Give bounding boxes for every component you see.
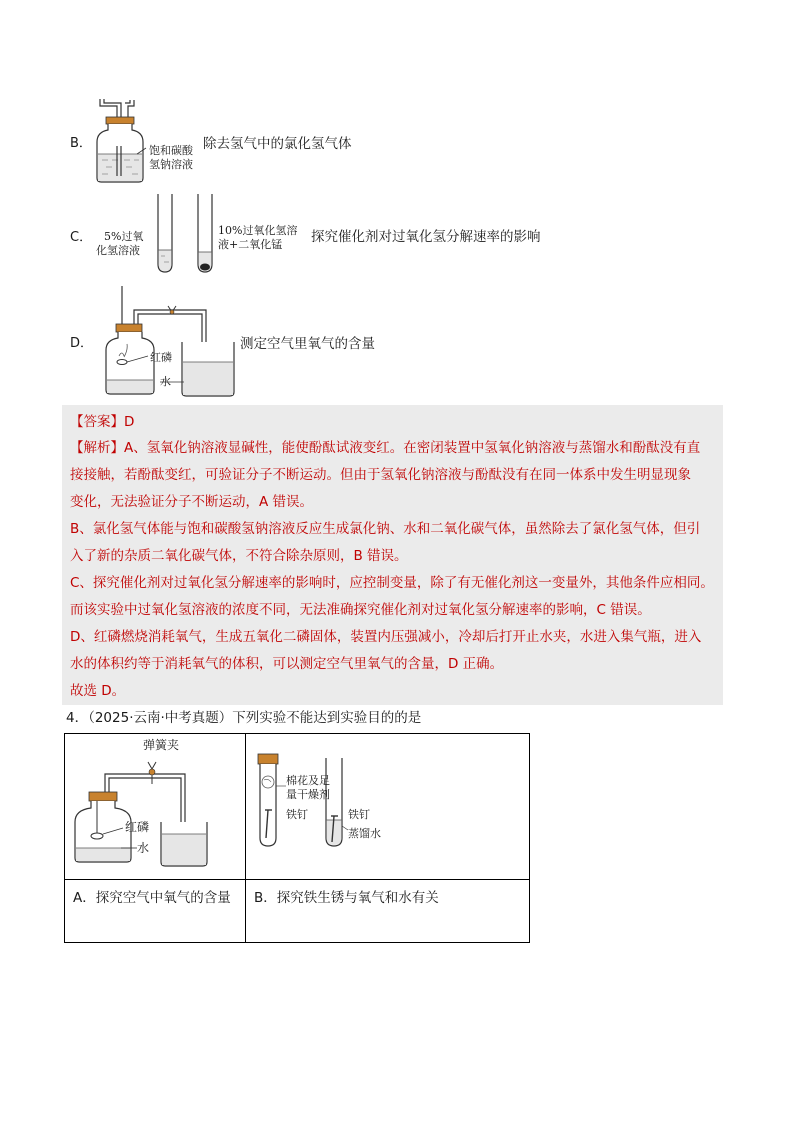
analysis-tag: 【解析】 xyxy=(70,440,124,456)
option-d-letter: D． xyxy=(70,336,94,351)
tube1-line-1: 5%过氧 xyxy=(104,230,144,243)
analysis-line-4: 入了新的杂质二氧化碳气体，不符合除杂原则，B 错误。 xyxy=(70,548,408,564)
cotton-line-2: 量干燥剂 xyxy=(286,788,330,801)
cell-a-diagram xyxy=(65,734,246,880)
answer-line xyxy=(70,410,134,430)
cotton-line-1: 棉花及足 xyxy=(286,774,330,787)
option-b-reagent-label xyxy=(149,144,193,172)
option-c-tube1-label xyxy=(96,230,143,258)
reagent-line-1: 饱和碳酸 xyxy=(149,144,193,157)
cell-b-nail2-label: 铁钉 xyxy=(348,808,370,821)
iron-rust-tubes-diagram xyxy=(246,734,529,879)
cell-b-cotton-label xyxy=(286,774,330,802)
cell-b-caption: B．探究铁生锈与氧气和水有关 xyxy=(246,880,530,943)
analysis-line-9: 故选 D。 xyxy=(70,683,126,699)
cell-b-diagram xyxy=(246,734,530,880)
cell-a-water-label: 水 xyxy=(137,841,150,855)
test-tubes-diagram xyxy=(150,190,220,275)
cell-a-clip-label: 弹簧夹 xyxy=(143,738,180,752)
cell-b-nail1-label: 铁钉 xyxy=(286,808,308,821)
option-c-letter: C． xyxy=(70,230,93,245)
option-d-water-label: 水 xyxy=(160,375,171,388)
option-d-description: 测定空气里氧气的含量 xyxy=(240,336,375,352)
answer-value: D xyxy=(124,414,135,430)
gas-washing-bottle-diagram xyxy=(92,96,202,186)
analysis-line-3: B、氯化氢气体能与饱和碳酸氢钠溶液反应生成氯化钠、水和二氧化碳气体，虽然除去了氯化氢气体，但引 xyxy=(70,521,701,537)
analysis-line-5: C、探究催化剂对过氧化氢分解速率的影响时，应控制变量，除了有无催化剂这一变量外，其他条件应相同。 xyxy=(70,575,714,591)
answer-tag: 【答案】 xyxy=(70,414,124,430)
analysis-line-0 xyxy=(70,436,700,456)
tube2-line-1: 10%过氧化氢溶 xyxy=(218,224,298,237)
cell-b-water-label: 蒸馏水 xyxy=(348,827,381,840)
experiment-table xyxy=(64,733,530,943)
cell-a-caption: A．探究空气中氧气的含量 xyxy=(65,880,246,943)
analysis-line-8: 水的体积约等于消耗氧气的体积，可以测定空气里氧气的含量，D 正确。 xyxy=(70,656,504,672)
tube1-line-2: 化氢溶液 xyxy=(96,244,140,257)
tube2-line-2: 液+二氧化锰 xyxy=(218,238,283,251)
reagent-line-2: 氢钠溶液 xyxy=(149,158,193,171)
analysis-line-2: 变化，无法验证分子不断运动，A 错误。 xyxy=(70,494,314,510)
analysis-line-6: 而该实验中过氧化氢溶液的浓度不同，无法准确探究催化剂对过氧化氢分解速率的影响，C 错误。 xyxy=(70,602,651,618)
question-4-stem: 4．（2025·云南·中考真题）下列实验不能达到实验目的的是 xyxy=(66,710,422,726)
analysis-text-0: A、氢氧化钠溶液显碱性，能使酚酞试液变红。在密闭装置中氢氧化钠溶液与蒸馏水和酚酞没有直 xyxy=(124,440,701,456)
analysis-line-1: 接接触，若酚酞变红，可验证分子不断运动。但由于氢氧化钠溶液与酚酞没有在同一体系中发生明显现象 xyxy=(70,467,691,483)
analysis-line-7: D、红磷燃烧消耗氧气，生成五氧化二磷固体，装置内压强减小，冷却后打开止水夹，水进入集气瓶，进入 xyxy=(70,629,702,645)
cell-a-phosphorus-label: 红磷 xyxy=(125,820,150,834)
option-d-phosphorus-label: 红磷 xyxy=(150,351,172,364)
oxygen-content-apparatus-a xyxy=(65,734,245,879)
option-c-description: 探究催化剂对过氧化氢分解速率的影响 xyxy=(311,229,541,245)
option-b-letter: B． xyxy=(70,136,92,151)
option-b-description: 除去氢气中的氯化氢气体 xyxy=(203,136,352,152)
option-c-tube2-label xyxy=(218,224,297,252)
